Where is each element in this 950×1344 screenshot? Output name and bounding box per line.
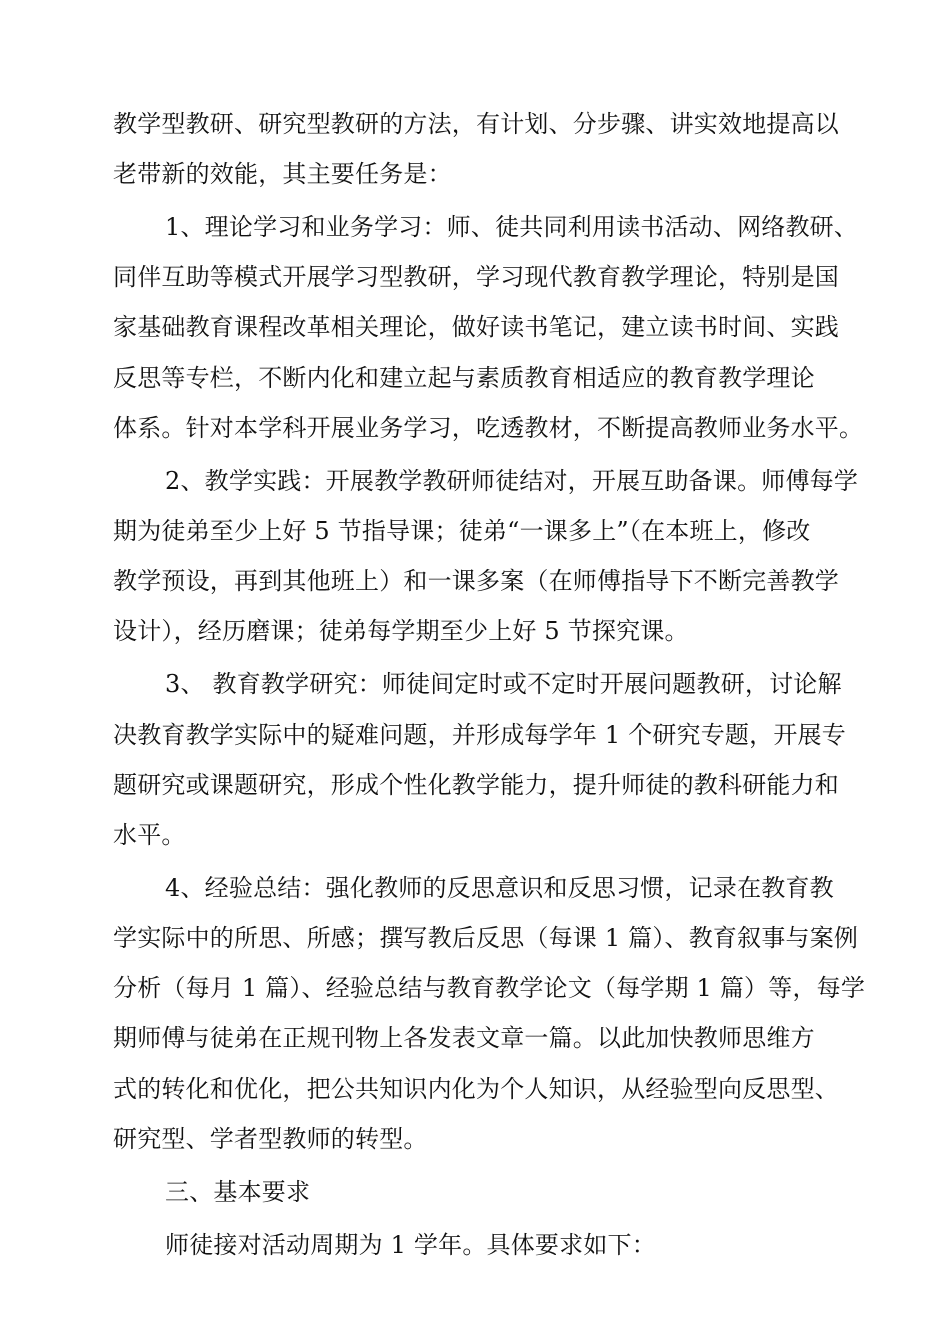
- text-line: 分析（每月 1 篇）、经验总结与教育教学论文（每学期 1 篇）等，每学: [113, 974, 866, 1002]
- text-line: 2、教学实践：开展教学教研师徒结对，开展互助备课。师傅每学: [165, 467, 859, 495]
- text-line: 式的转化和优化，把公共知识内化为个人知识，从经验型向反思型、: [113, 1075, 839, 1103]
- text-line: 决教育教学实际中的疑难问题，并形成每学年 1 个研究专题，开展专: [113, 721, 846, 749]
- text-line: 反思等专栏，不断内化和建立起与素质教育相适应的教育教学理论: [113, 364, 815, 392]
- text-line: 3、 教育教学研究：师徒间定时或不定时开展问题教研，讨论解: [165, 670, 842, 698]
- text-line: 1、理论学习和业务学习：师、徒共同利用读书活动、网络教研、: [165, 213, 859, 241]
- text-line: 老带新的效能，其主要任务是：: [113, 160, 452, 188]
- section-heading: 三、基本要求: [165, 1178, 311, 1206]
- text-line: 学实际中的所思、所感；撰写教后反思（每课 1 篇）、教育叙事与案例: [113, 924, 859, 952]
- text-line: 期师傅与徒弟在正规刊物上各发表文章一篇。以此加快教师思维方: [113, 1024, 815, 1052]
- text-line: 教学型教研、研究型教研的方法，有计划、分步骤、讲实效地提高以: [113, 110, 839, 138]
- text-line: 4、经验总结：强化教师的反思意识和反思习惯，记录在教育教: [165, 874, 834, 902]
- text-line: 水平。: [113, 821, 186, 849]
- text-line: 研究型、学者型教师的转型。: [113, 1125, 428, 1153]
- text-line: 家基础教育课程改革相关理论，做好读书笔记，建立读书时间、实践: [113, 313, 839, 341]
- text-line: 题研究或课题研究，形成个性化教学能力，提升师徒的教科研能力和: [113, 771, 839, 799]
- text-line: 设计），经历磨课；徒弟每学期至少上好 5 节探究课。: [113, 617, 689, 645]
- text-line: 期为徒弟至少上好 5 节指导课；徒弟“一课多上”（在本班上，修改: [113, 517, 811, 545]
- text-line: 教学预设，再到其他班上）和一课多案（在师傅指导下不断完善教学: [113, 567, 839, 595]
- text-line: 同伴互助等模式开展学习型教研，学习现代教育教学理论，特别是国: [113, 263, 839, 291]
- text-line: 体系。针对本学科开展业务学习，吃透教材，不断提高教师业务水平。: [113, 414, 864, 442]
- requirements-intro: 师徒接对活动周期为 1 学年。具体要求如下：: [165, 1231, 656, 1259]
